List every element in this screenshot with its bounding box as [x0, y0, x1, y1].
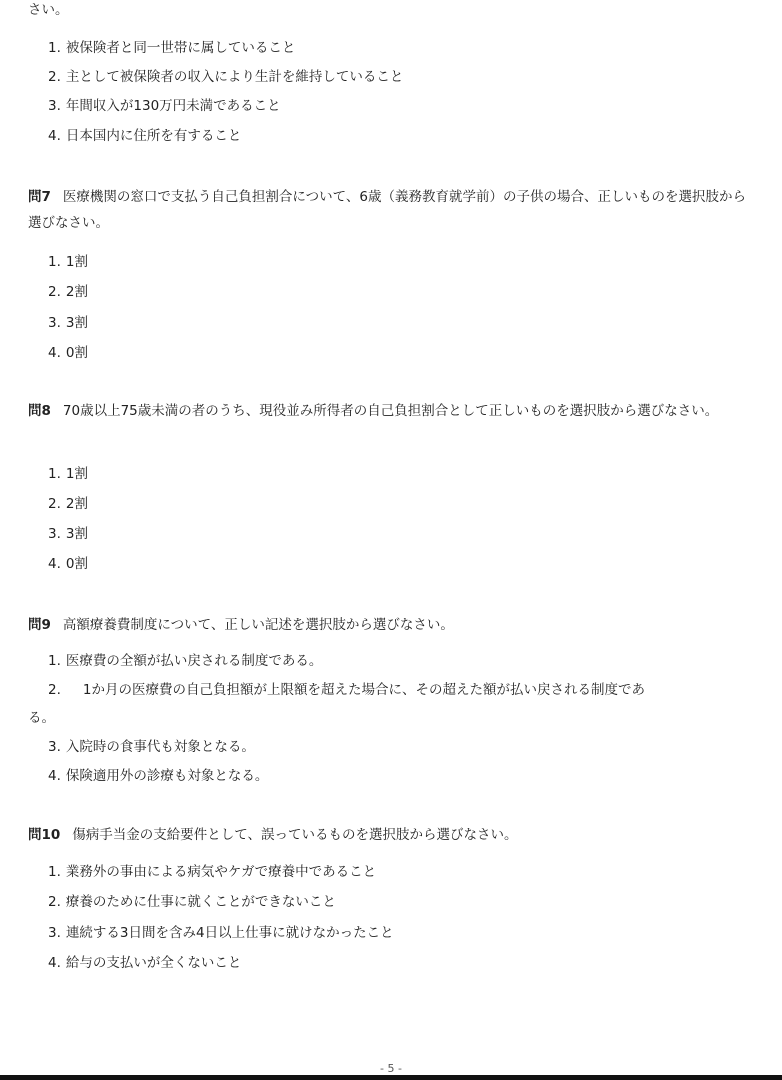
carryover-text: さい。	[28, 2, 69, 18]
option-item: 3. 3割	[48, 526, 88, 542]
option-item: 1. 業務外の事由による病気やケガで療養中であること	[48, 864, 377, 880]
option-item: 3. 入院時の食事代も対象となる。	[48, 739, 255, 755]
option-item: 3. 連続する3日間を含み4日以上仕事に就けなかったこと	[48, 925, 394, 941]
option-item: 2. 2割	[48, 496, 88, 512]
question-text: 傷病手当金の支給要件として、誤っているものを選択肢から選びなさい。	[72, 827, 518, 843]
question-number: 問9	[28, 617, 51, 633]
question-10	[28, 822, 758, 848]
question-7	[28, 184, 758, 236]
option-item: 3. 年間収入が130万円未満であること	[48, 98, 281, 114]
option-item: 2. 療養のために仕事に就くことができないこと	[48, 894, 336, 910]
question-number: 問7	[28, 189, 51, 205]
bottom-divider	[0, 1075, 782, 1080]
option-continuation: る。	[28, 710, 55, 726]
option-item: 4. 0割	[48, 345, 88, 361]
question-number: 問10	[28, 827, 61, 843]
question-text: 高額療養費制度について、正しい記述を選択肢から選びなさい。	[62, 617, 454, 633]
option-item: 2. 1か月の医療費の自己負担額が上限額を超えた場合に、その超えた額が払い戻される制度であ る。	[48, 676, 760, 704]
option-item: 4. 0割	[48, 556, 88, 572]
option-item: 1. 被保険者と同一世帯に属していること	[48, 40, 296, 56]
option-item: 3. 3割	[48, 315, 88, 331]
question-9	[28, 612, 758, 638]
question-8	[28, 398, 758, 424]
option-item: 1. 1割	[48, 254, 88, 270]
option-item: 4. 給与の支払いが全くないこと	[48, 955, 242, 971]
question-text: 医療機関の窓口で支払う自己負担割合について、6歳（義務教育就学前）の子供の場合、正しいものを選択肢から選びなさい。	[28, 189, 746, 231]
option-item: 1. 医療費の全額が払い戻される制度である。	[48, 653, 323, 669]
option-item: 4. 保険適用外の診療も対象となる。	[48, 768, 269, 784]
question-text: 70歳以上75歳未満の者のうち、現役並み所得者の自己負担割合として正しいものを選択肢から選びなさい。	[62, 403, 719, 419]
option-item: 2. 主として被保険者の収入により生計を維持していること	[48, 69, 404, 85]
question-number: 問8	[28, 403, 51, 419]
option-item: 2. 2割	[48, 284, 88, 300]
page-number: - 5 -	[380, 1062, 402, 1075]
option-item: 1. 1割	[48, 466, 88, 482]
option-item: 4. 日本国内に住所を有すること	[48, 128, 242, 144]
